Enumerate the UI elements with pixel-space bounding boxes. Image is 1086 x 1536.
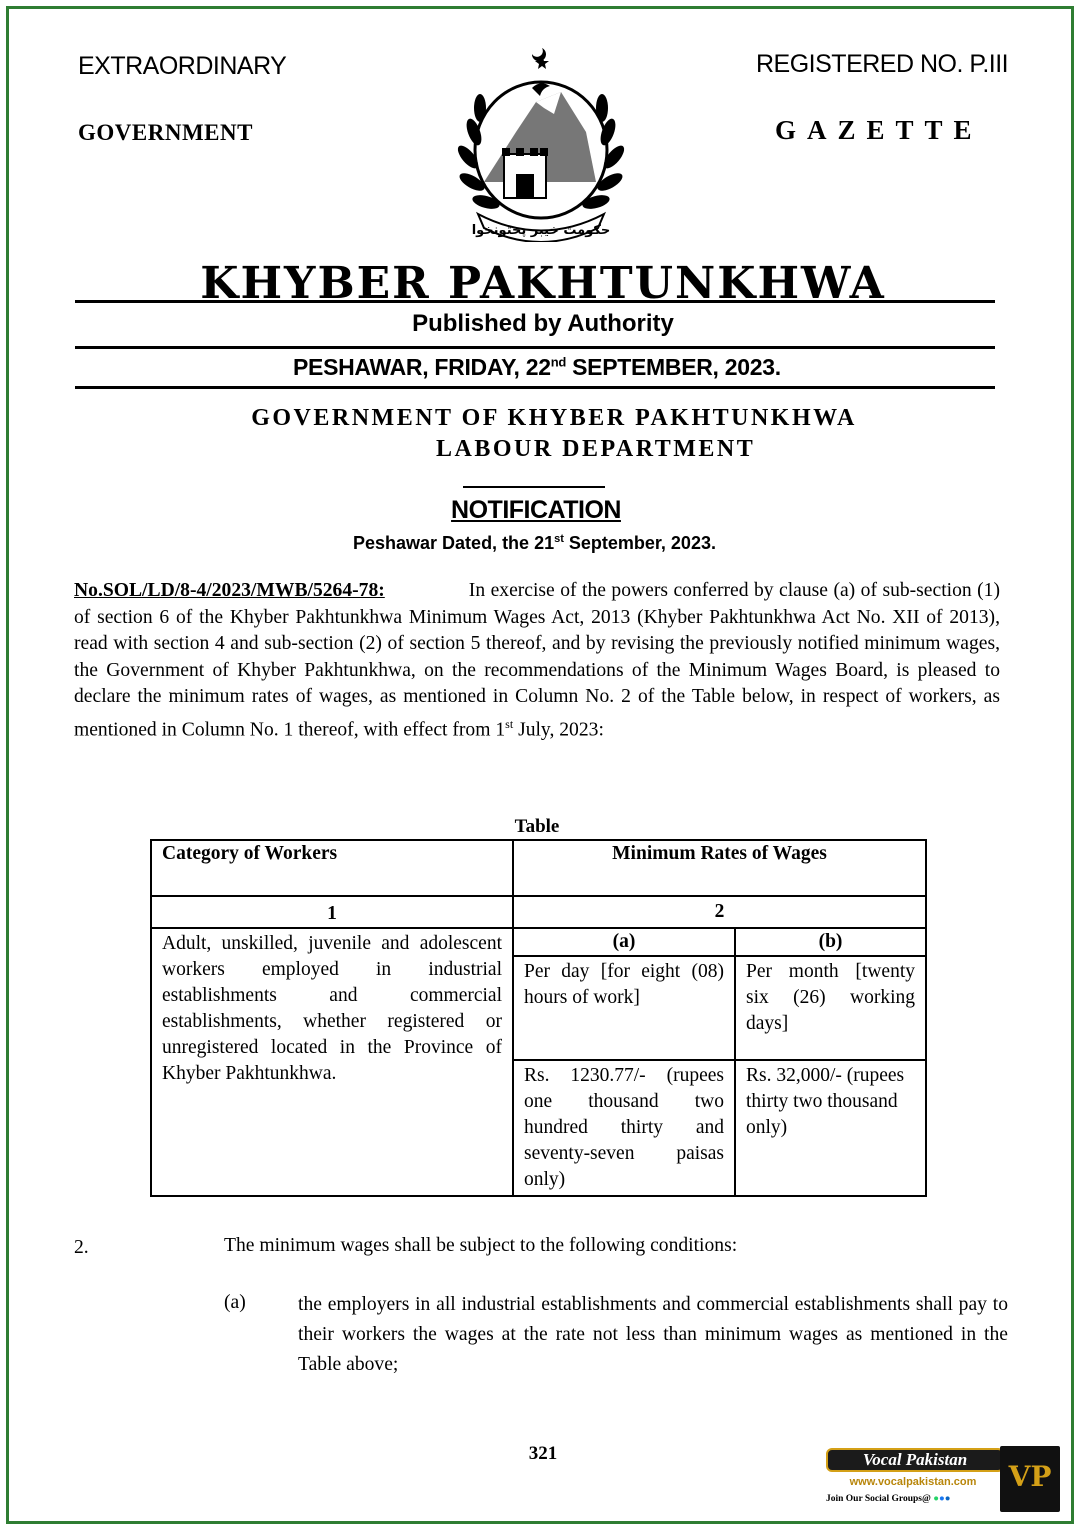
per-month-label: Per month [twenty six (26) working days] [735, 956, 926, 1060]
svg-text:VP: VP [1008, 1460, 1052, 1493]
gazette-title: KHYBER PAKHTUNKHWA [200, 258, 886, 309]
watermark-url: www.vocalpakistan.com [849, 1476, 977, 1488]
header-category: Category of Workers [151, 840, 513, 896]
notification-body: No.SOL/LD/8-4/2023/MWB/5264-78: In exercise of the powers conferred by clause (a) of sub-section (1) of section 6 of the Khyber Pakhtunkhwa Minimum Wages Act, 2013 (Khyber Pakhtunkhwa Act No. XII of 2013), read with section 4 and sub-section (2) of section 5 thereof, and by revising the previously notified minimum wages, the Government of Khyber Pakhtunkhwa, on the recommendations of the Minimum Wages Board, is pleased to declare the minimum rates of wages, as mentioned in Column No. 2 of the Table below, in respect of workers, as mentioned in Column No. 1 thereof, with effect from 1st July, 2023: [74, 580, 1000, 741]
per-day-label: Per day [for eight (08) hours of work] [513, 956, 735, 1060]
category-description: Adult, unskilled, juvenile and adolescent workers employed in industrial establishments and commercial establishments, whether registered or unregistered located in the Province of Khyber Pakhtunkhwa. [151, 928, 513, 1196]
department-government: GOVERNMENT OF KHYBER PAKHTUNKHWA [251, 405, 857, 431]
rule-bottom [75, 386, 995, 389]
watermark-title: Vocal Pakistan [826, 1448, 1004, 1472]
clause-a-label: (a) [224, 1292, 246, 1313]
notification-date: Peshawar Dated, the 21st September, 2023. [353, 533, 716, 553]
notification-overline [463, 486, 605, 488]
kp-emblem-icon [436, 42, 646, 242]
subcolumn-b: (b) [735, 928, 926, 956]
header-extraordinary: EXTRAORDINARY [78, 52, 287, 80]
published-by-authority: Published by Authority [412, 310, 674, 337]
header-government: GOVERNMENT [78, 120, 253, 145]
header-registered-no: REGISTERED NO. P.III [756, 50, 1009, 78]
header-minimum-rates: Minimum Rates of Wages [513, 840, 926, 896]
watermark-join: Join Our Social Groups@ ●●● [826, 1494, 951, 1504]
vocal-pakistan-logo-icon [1000, 1446, 1060, 1512]
per-day-rate: Rs. 1230.77/- (rupees one thousand two hundred thirty and seventy-seven paisas only) [513, 1060, 735, 1196]
rule-middle [75, 346, 995, 349]
emblem-urdu-text: حکومت خیبر پختونخوا [471, 223, 611, 238]
notification-heading: NOTIFICATION [451, 496, 621, 524]
wages-table [150, 839, 927, 1197]
column-number-1: 1 [151, 896, 513, 928]
section-2-number: 2. [74, 1237, 89, 1258]
header-gazette: GAZETTE [775, 115, 983, 145]
clause-a-text: the employers in all industrial establishments and commercial establishments shall pay to their workers the wages at the rate not less than minimum wages as mentioned in the Table above; [298, 1294, 1008, 1375]
table-caption: Table [514, 816, 560, 837]
per-month-rate: Rs. 32,000/- (rupees thirty two thousand only) [735, 1060, 926, 1196]
column-number-2: 2 [513, 896, 926, 928]
reference-number: No.SOL/LD/8-4/2023/MWB/5264-78: [74, 580, 385, 601]
page-number: 321 [528, 1443, 558, 1464]
section-2-text: The minimum wages shall be subject to the following conditions: [224, 1235, 738, 1256]
gazette-dateline: PESHAWAR, FRIDAY, 22nd SEPTEMBER, 2023. [293, 354, 781, 380]
rule-top [75, 300, 995, 303]
department-labour: LABOUR DEPARTMENT [436, 436, 756, 462]
subcolumn-a: (a) [513, 928, 735, 956]
